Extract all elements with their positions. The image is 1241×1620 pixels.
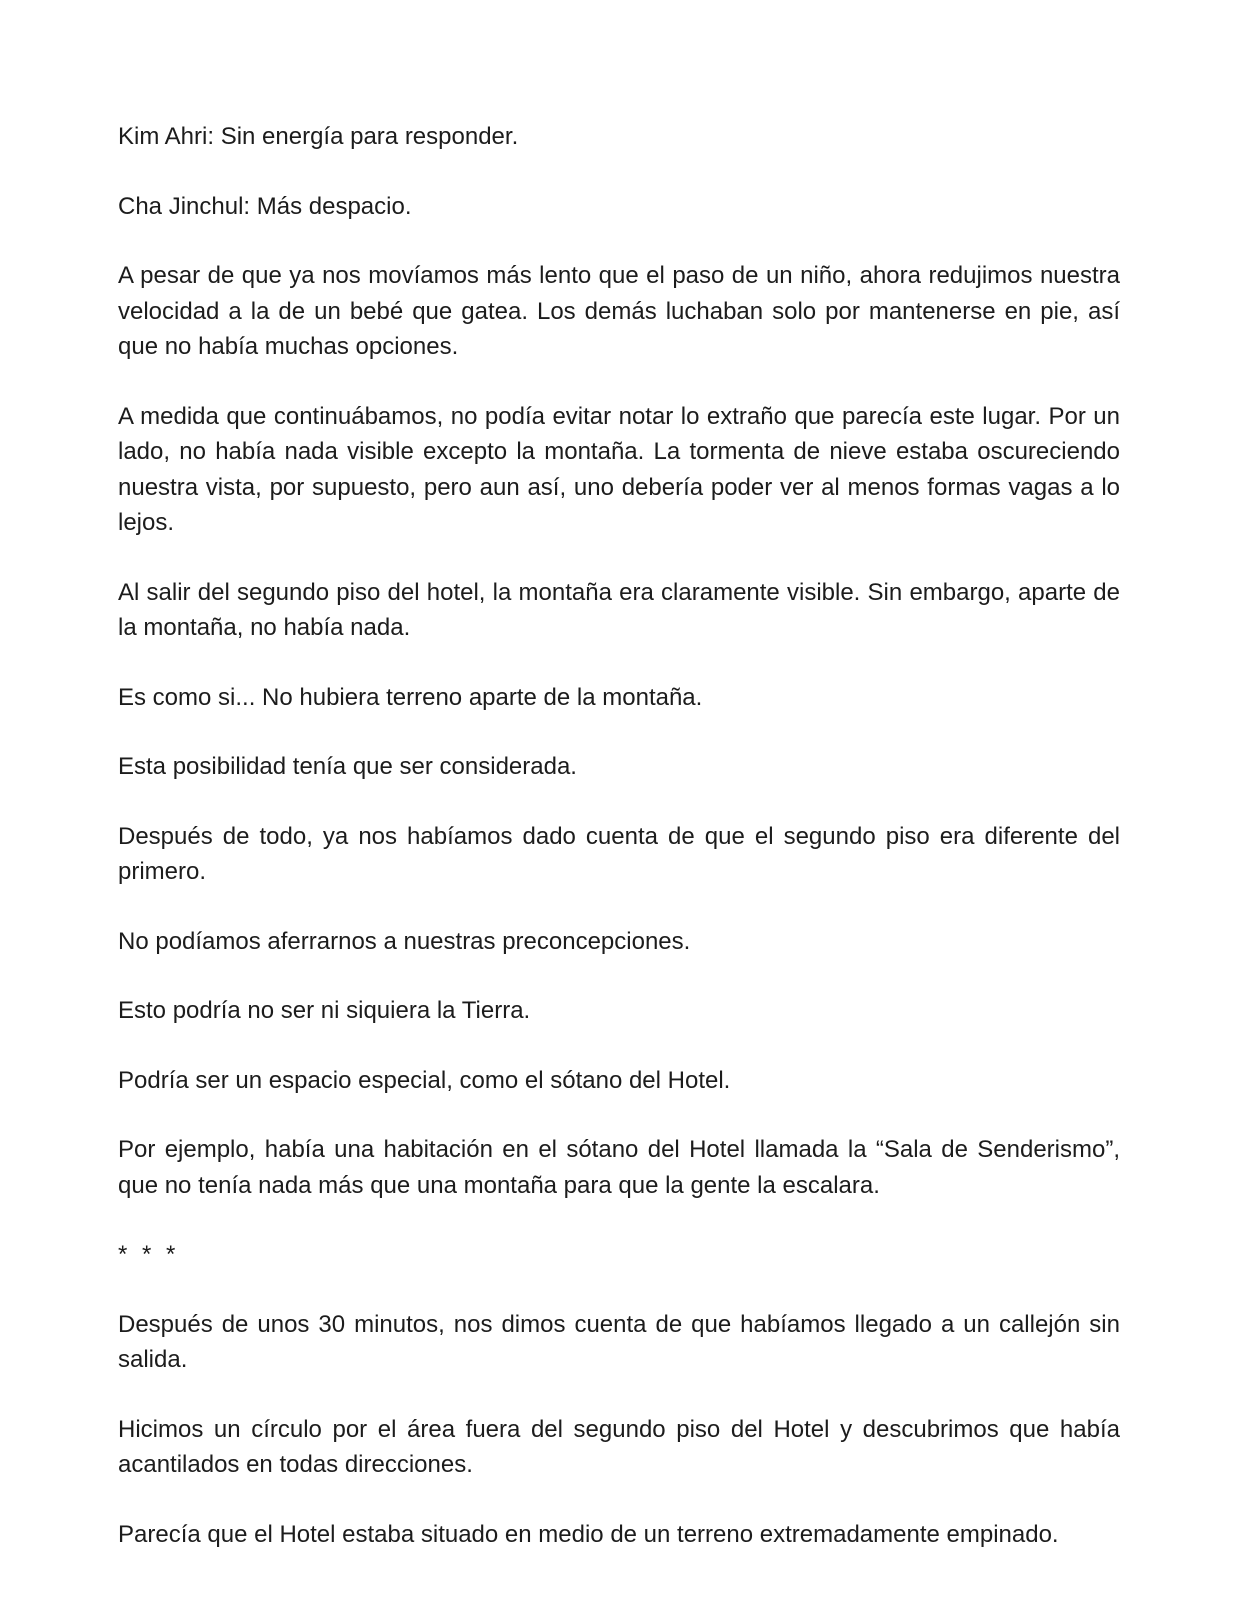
paragraph: Por ejemplo, había una habitación en el sótano del Hotel llamada la “Sala de Senderismo”, que no tenía nada más que una montaña para que la gente la escalara.: [118, 1136, 1120, 1199]
paragraph: Podría ser un espacio especial, como el sótano del Hotel.: [118, 1066, 731, 1094]
paragraph: Parecía que el Hotel estaba situado en medio de un terreno extremadamente empinado.: [118, 1520, 1059, 1548]
dialogue-cha-jinchul: Cha Jinchul: Más despacio.: [118, 192, 412, 220]
paragraph: Al salir del segundo piso del hotel, la montaña era claramente visible. Sin embargo, aparte de la montaña, no había nada.: [118, 578, 1120, 641]
paragraph: A pesar de que ya nos movíamos más lento que el paso de un niño, ahora redujimos nuestra velocidad a la de un bebé que gatea. Los demás luchaban solo por mantenerse en pie, así que no había muchas opciones.: [118, 262, 1120, 360]
dialogue-kim-ahri: Kim Ahri: Sin energía para responder.: [118, 123, 519, 150]
scene-separator: * * *: [118, 1241, 180, 1268]
paragraph: A medida que continuábamos, no podía evitar notar lo extraño que parecía este lugar. Por un lado, no había nada visible excepto la montaña. La tormenta de nieve estaba oscureciendo nuestra vista, por supuesto, pero aun así, uno debería poder ver al menos formas vagas a lo lejos.: [118, 402, 1120, 536]
paragraph: Después de unos 30 minutos, nos dimos cuenta de que habíamos llegado a un callejón sin salida.: [118, 1310, 1120, 1373]
paragraph: Esta posibilidad tenía que ser considerada.: [118, 753, 577, 780]
paragraph: Esto podría no ser ni siquiera la Tierra.: [118, 997, 531, 1024]
paragraph: Después de todo, ya nos habíamos dado cuenta de que el segundo piso era diferente del primero.: [118, 822, 1120, 885]
paragraph: No podíamos aferrarnos a nuestras preconcepciones.: [118, 927, 691, 955]
paragraph: Hicimos un círculo por el área fuera del segundo piso del Hotel y descubrimos que había acantilados en todas direcciones.: [118, 1415, 1120, 1478]
document-body: [118, 119, 1120, 1586]
paragraph: Es como si... No hubiera terreno aparte de la montaña.: [118, 683, 703, 711]
